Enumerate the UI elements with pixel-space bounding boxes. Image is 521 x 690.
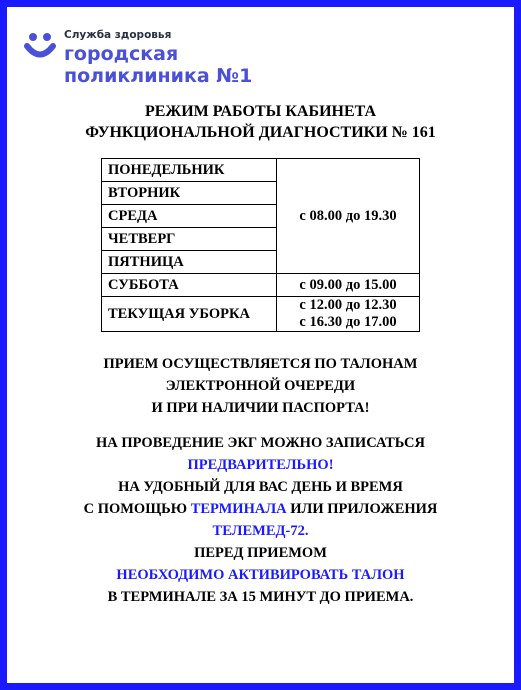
queue-notice xyxy=(7,353,514,419)
logo-clinic-name xyxy=(64,43,252,87)
table-row xyxy=(102,274,420,297)
cleaning-hours-2: с 16.30 до 17.00 xyxy=(299,314,397,330)
ecg-line-3: НА УДОБНЫЙ ДЛЯ ВАС ДЕНЬ И ВРЕМЯ xyxy=(118,479,403,495)
ecg-line-8: В ТЕРМИНАЛЕ ЗА 15 МИНУТ ДО ПРИЕМА. xyxy=(107,589,414,605)
weekday-hours-cell: с 08.00 до 19.30 xyxy=(277,159,420,274)
terminal-highlight: ТЕРМИНАЛА xyxy=(190,501,287,517)
day-cell: ПЯТНИЦА xyxy=(102,251,277,274)
schedule-table xyxy=(101,158,420,332)
saturday-hours-cell: с 09.00 до 15.00 xyxy=(277,274,420,297)
ecg-line-2: ПРЕДВАРИТЕЛЬНО! xyxy=(187,457,334,473)
ecg-line-1: НА ПРОВЕДЕНИЕ ЭКГ МОЖНО ЗАПИСАТЬСЯ xyxy=(96,435,425,451)
ecg-line-6: ПЕРЕД ПРИЕМОМ xyxy=(194,545,327,561)
logo-line-2: поликлиника №1 xyxy=(64,65,253,87)
table-row xyxy=(102,159,420,182)
cleaning-cell: ТЕКУЩАЯ УБОРКА xyxy=(102,297,277,332)
page-title xyxy=(7,101,514,143)
day-cell: ВТОРНИК xyxy=(102,182,277,205)
day-cell: ЧЕТВЕРГ xyxy=(102,228,277,251)
cleaning-hours-1: с 12.00 до 12.30 xyxy=(299,297,397,313)
saturday-cell: СУББОТА xyxy=(102,274,277,297)
logo-service-text: Служба здоровья xyxy=(64,29,172,41)
logo-line-1: городская xyxy=(64,43,179,65)
notice-line-1: ПРИЕМ ОСУЩЕСТВЛЯЕТСЯ ПО ТАЛОНАМ xyxy=(103,356,418,372)
ecg-notice xyxy=(7,432,514,608)
day-cell: СРЕДА xyxy=(102,205,277,228)
ecg-line-4-a: С ПОМОЩЬЮ xyxy=(83,501,191,517)
day-cell: ПОНЕДЕЛЬНИК xyxy=(102,159,277,182)
ecg-line-4 xyxy=(7,498,514,520)
table-row xyxy=(102,297,420,332)
ecg-line-5: ТЕЛЕМЕД-72. xyxy=(212,523,309,539)
cleaning-hours-cell xyxy=(277,297,420,332)
ecg-line-4-c: ИЛИ ПРИЛОЖЕНИЯ xyxy=(286,501,438,517)
notice-line-3: И ПРИ НАЛИЧИИ ПАСПОРТА! xyxy=(151,400,370,416)
ecg-line-7: НЕОБХОДИМО АКТИВИРОВАТЬ ТАЛОН xyxy=(116,567,405,583)
title-line-2: ФУНКЦИОНАЛЬНОЙ ДИАГНОСТИКИ № 161 xyxy=(85,124,436,141)
title-line-1: РЕЖИМ РАБОТЫ КАБИНЕТА xyxy=(144,103,377,120)
notice-line-2: ЭЛЕКТРОННОЙ ОЧЕРЕДИ xyxy=(165,378,356,394)
heart-check-icon xyxy=(24,31,56,61)
